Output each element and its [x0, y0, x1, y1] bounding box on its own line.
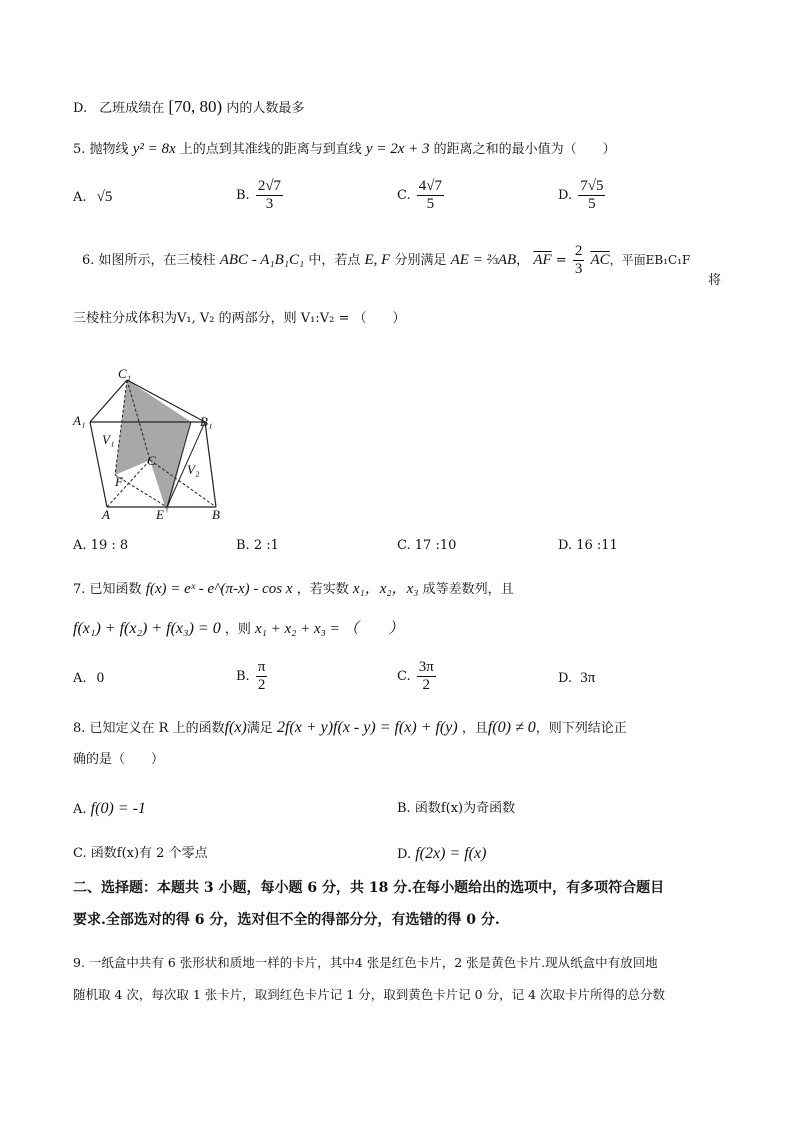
section-2-heading: 二、选择题：本题共 3 小题，每小题 6 分，共 18 分.在每小题给出的选项中，有多项符合题目 [73, 880, 665, 896]
prism-figure [70, 362, 230, 522]
question-8-line2: 确的是（ ） [73, 752, 165, 767]
q6-option-b[interactable]: B. 2 :1 [236, 538, 279, 553]
question-9-line1: 9. 一纸盒中共有 6 张形状和质地一样的卡片，其中4 张是红色卡片，2 张是黄色卡片.现从纸盒中有放回地 [73, 955, 658, 970]
q7-option-b[interactable]: B. $\frac{\pi}{2}$ [236, 659, 266, 693]
q6-option-c[interactable]: C. 17 :10 [397, 538, 457, 553]
q8-option-c[interactable]: C. 函数f(x)有 2 个零点 [73, 846, 208, 861]
question-5-stem: 5. 抛物线 y² = 8x 上的点到其准线的距离与到直线 y = 2x + 3 的距离之和的最小值为（ ） [73, 141, 616, 157]
q5-option-c[interactable]: C. $\frac{4√7}{5}$ [397, 178, 442, 212]
question-7-stem: 7. 已知函数 f(x) = eˣ - e^(π-x) - cos x ，若实数 x₁，x₂，x₃ 成等差数列，且 [73, 581, 514, 597]
label-e: E [156, 507, 164, 522]
question-6-stem: 6. 如图所示，在三棱柱 ABC - A₁B₁C₁ 中，若点 E, F 分别满足 AE = ⅔AB， $\overline{AF}$ = $\frac{2}{3}$ $\overline{AC}$，平面EB₁C₁F [82, 243, 691, 277]
label-a: A [102, 507, 110, 522]
q8-option-b[interactable]: B. 函数f(x)为奇函数 [397, 801, 516, 816]
q6-line1-end: 将 [708, 273, 722, 288]
section-2-heading-line2: 要求.全部选对的得 6 分，选对但不全的得部分分，有选错的得 0 分. [73, 912, 500, 928]
label-b: B [212, 507, 220, 522]
q6-option-d[interactable]: D. 16 :11 [558, 538, 618, 553]
q8-option-a[interactable]: A. f(0) = -1 [73, 800, 146, 817]
label-a1: A₁ [73, 413, 86, 428]
question-9-line2: 随机取 4 次，每次取 1 张卡片，取到红色卡片记 1 分，取到黄色卡片记 0 分，记 4 次取卡片所得的总分数 [73, 987, 666, 1002]
q7-option-a[interactable]: A. 0 [73, 670, 105, 686]
q7-option-d[interactable]: D. 3π [558, 670, 596, 686]
question-6-line2: 三棱柱分成体积为V₁, V₂ 的两部分，则 V₁:V₂ = （ ） [73, 311, 406, 326]
option-d-prev: D. 乙班成绩在 [70, 80) 内的人数最多 [73, 97, 305, 116]
question-7-cond: f(x₁) + f(x₂) + f(x₃) = 0 ，则 x₁ + x₂ + x₃ = （ ） [73, 620, 404, 637]
question-8-stem: 8. 已知定义在 R 上的函数f(x)满足 2f(x + y)f(x - y) = f(x) + f(y) ，且f(0) ≠ 0，则下列结论正 [73, 719, 627, 736]
q5-option-b[interactable]: B. $\frac{2√7}{3}$ [236, 178, 282, 212]
q7-option-c[interactable]: C. $\frac{3\pi}{2}$ [397, 659, 434, 693]
label-c1: C₁ [118, 366, 132, 381]
q8-option-d[interactable]: D. f(2x) = f(x) [397, 845, 487, 862]
q5-option-d[interactable]: D. $\frac{7√5}{5}$ [558, 178, 604, 212]
label-v2: V₂ [187, 462, 200, 477]
label-c: C [147, 453, 156, 468]
label-v1: V₁ [102, 432, 115, 447]
q6-option-a[interactable]: A. 19 : 8 [73, 538, 129, 553]
label-f: F [115, 474, 123, 489]
label-b1: B₁ [200, 414, 213, 429]
interval: [70, 80) [168, 97, 223, 116]
q5-option-a[interactable]: A. √5 [73, 189, 113, 205]
